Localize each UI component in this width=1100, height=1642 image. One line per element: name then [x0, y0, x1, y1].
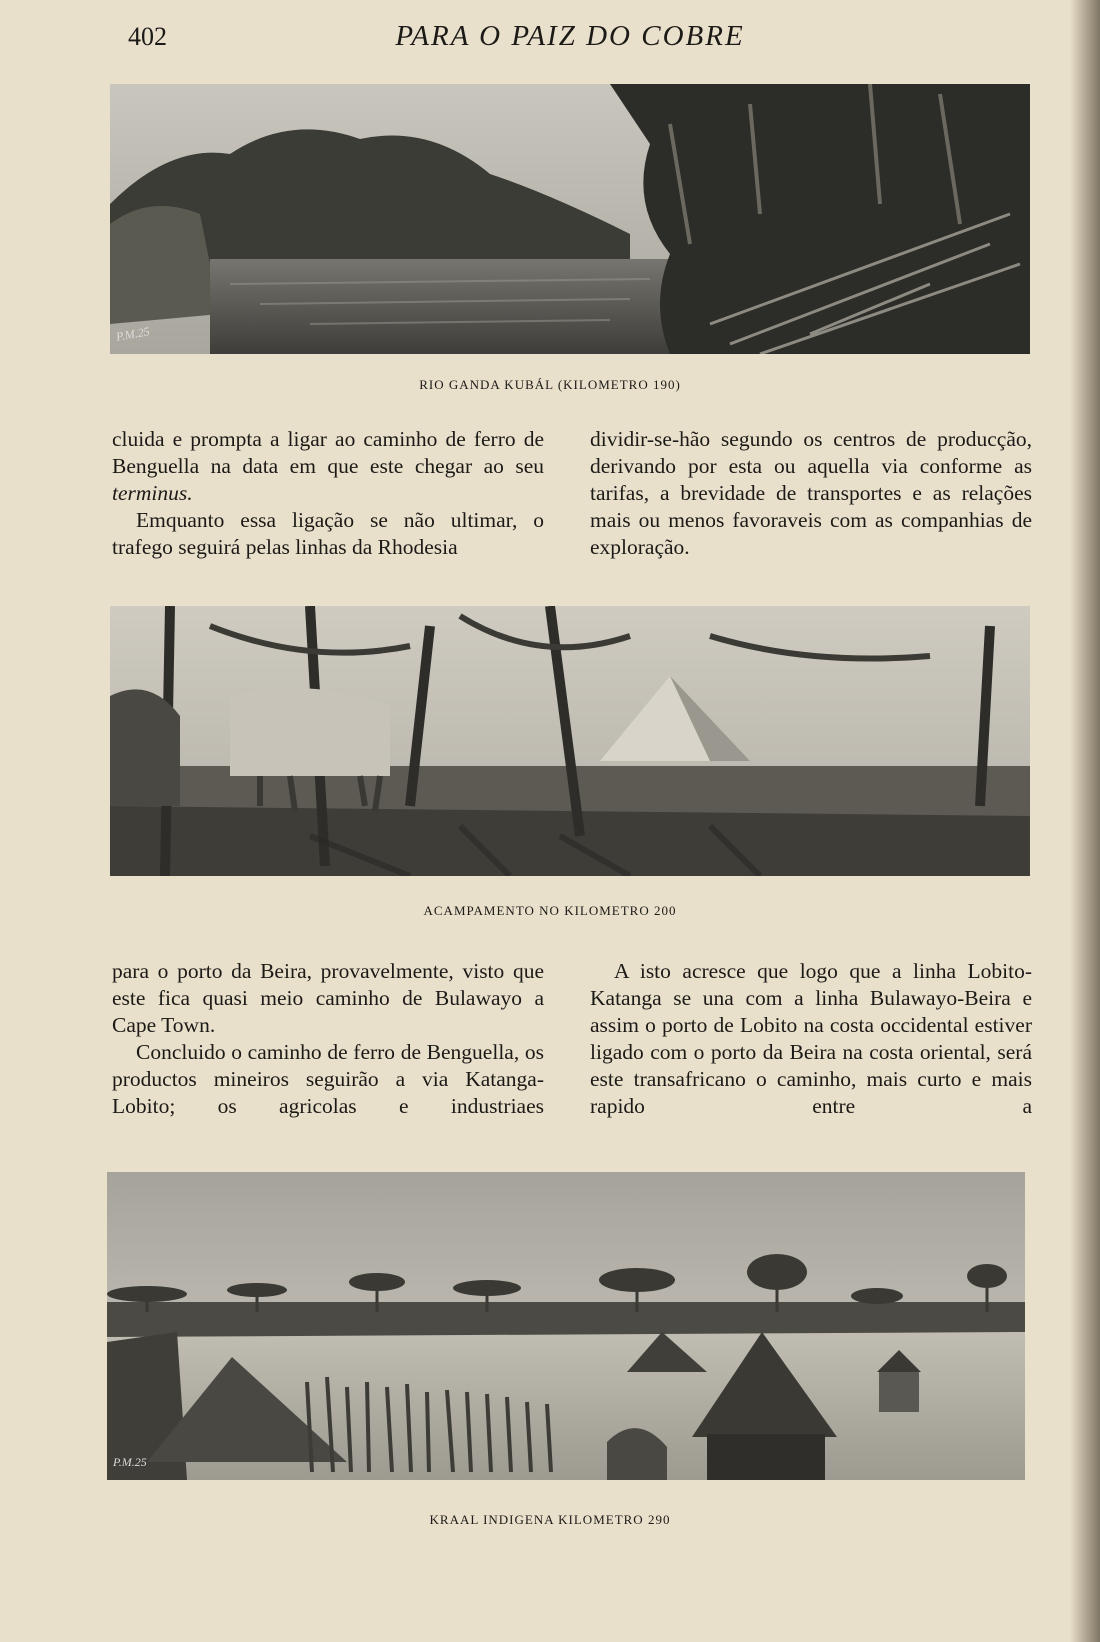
paragraph: Emquanto essa ligação se não ultimar, o trafego seguirá pelas linhas da Rhodesia — [112, 508, 544, 559]
paragraph: Concluido o caminho de ferro de Benguella, os productos mineiros seguirão a via Katanga-Lobito; os agricolas e industriaes — [112, 1040, 544, 1118]
paragraph: dividir-se-hão segundo os centros de producção, derivando por esta ou aquella via conforme as tarifas, a brevidade de transportes e as relações mais ou menos favoraveis com as companhias de exploração. — [590, 427, 1032, 559]
text-column-left-1 — [112, 426, 544, 561]
paragraph — [112, 426, 544, 507]
page-spine-shadow — [1070, 0, 1100, 1642]
paragraph: para o porto da Beira, provavelmente, visto que este fica quasi meio caminho de Bulawayo a Cape Town. — [112, 959, 544, 1037]
text-column-right-2 — [590, 958, 1032, 1120]
paragraph-text: cluida e prompta a ligar ao caminho de ferro de Benguella na data em que este chegar ao seu — [112, 427, 544, 478]
photo-monogram: P.M.25 — [114, 324, 151, 344]
paragraph: A isto acresce que logo que a linha Lobito-Katanga se una com a linha Bulawayo-Beira e assim o porto de Lobito na costa occidental estiver ligado com o porto da Beira na costa oriental, será este transafricano o caminho, mais curto e mais rapido entre a — [590, 959, 1032, 1118]
page-number: 402 — [128, 22, 167, 51]
figure-caption-camp: ACAMPAMENTO NO KILOMETRO 200 — [423, 903, 677, 918]
kraal-photo-illustration — [107, 1172, 1025, 1480]
italic-term: terminus. — [112, 481, 193, 505]
photo-kraal — [107, 1172, 1025, 1480]
camp-photo-illustration — [110, 606, 1030, 876]
photo-monogram: P.M.25 — [113, 1455, 147, 1469]
text-column-right-1 — [590, 426, 1032, 561]
running-title: PARA O PAIZ DO COBRE — [395, 20, 745, 52]
text-column-left-2 — [112, 958, 544, 1120]
figure-caption-kraal: KRAAL INDIGENA KILOMETRO 290 — [429, 1512, 671, 1527]
figure-caption-river: RIO GANDA KUBÁL (KILOMETRO 190) — [419, 377, 681, 392]
river-photo-illustration — [110, 84, 1030, 354]
photo-river — [110, 84, 1030, 354]
photo-camp — [110, 606, 1030, 876]
